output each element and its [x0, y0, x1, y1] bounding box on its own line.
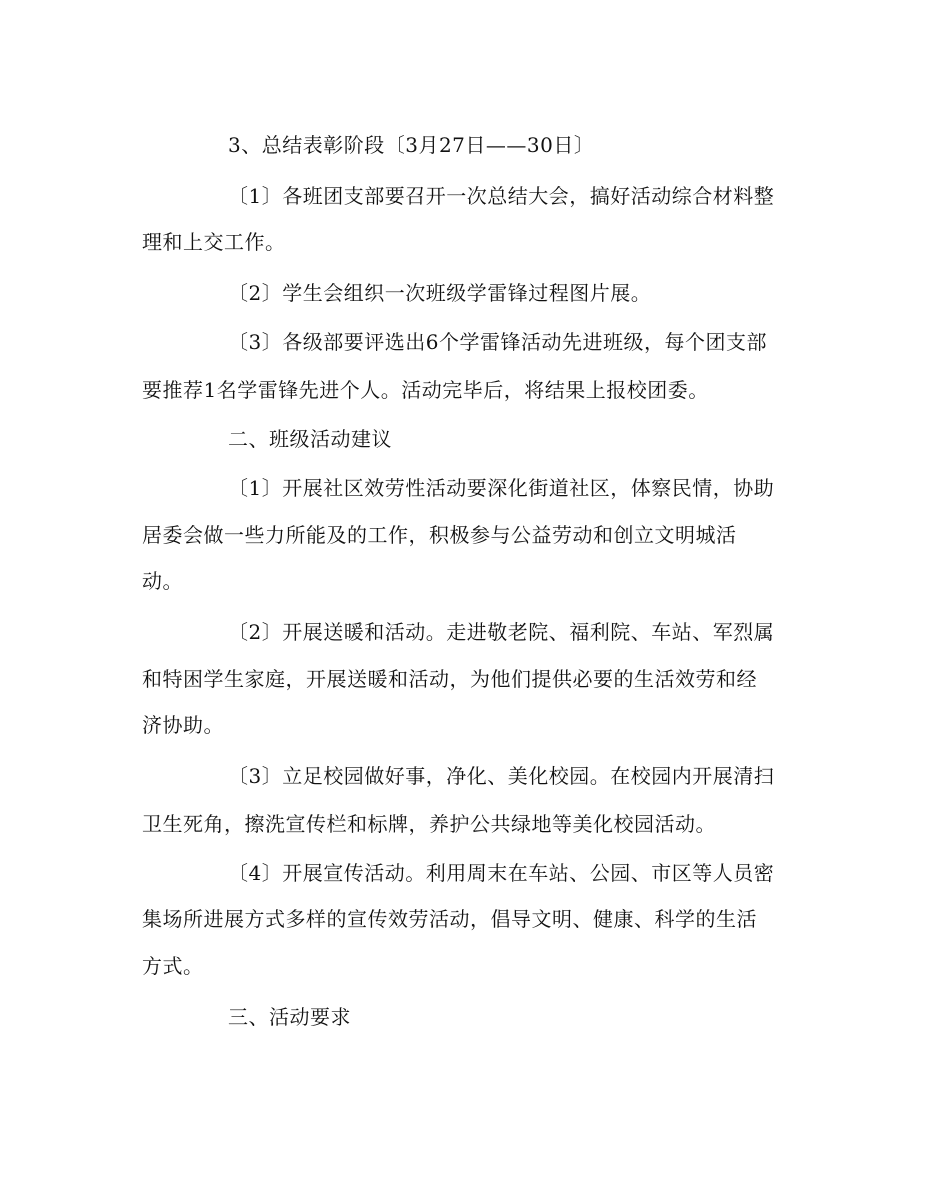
paragraph-line: 动。 [142, 569, 183, 593]
section-heading-class-activities: 二、班级活动建议 [228, 427, 392, 451]
paragraph-line: 居委会做一些力所能及的工作，积极参与公益劳动和创立文明城活 [142, 523, 737, 547]
paragraph-line: 〔1〕各班团支部要召开一次总结大会，搞好活动综合材料整 [228, 184, 775, 208]
paragraph-line: 〔2〕学生会组织一次班级学雷锋过程图片展。 [228, 281, 652, 305]
paragraph-line: 〔4〕开展宣传活动。利用周末在车站、公园、市区等人员密 [228, 861, 775, 885]
paragraph-line: 〔3〕各级部要评选出6个学雷锋活动先进班级，每个团支部 [228, 330, 767, 354]
section-heading-requirements: 三、活动要求 [228, 1005, 351, 1029]
paragraph-line: 卫生死角，擦洗宣传栏和标牌，养护公共绿地等美化校园活动。 [142, 812, 716, 836]
section-heading-stage-3: 3、总结表彰阶段〔3月27日——30日〕 [228, 133, 595, 157]
paragraph-line: 济协助。 [142, 713, 224, 737]
paragraph-line: 要推荐1名学雷锋先进个人。活动完毕后，将结果上报校团委。 [142, 378, 709, 402]
paragraph-line: 理和上交工作。 [142, 230, 286, 254]
paragraph-line: 和特困学生家庭，开展送暖和活动，为他们提供必要的生活效劳和经 [142, 667, 757, 691]
paragraph-line: 〔2〕开展送暖和活动。走进敬老院、福利院、车站、军烈属 [228, 620, 775, 644]
paragraph-line: 〔1〕开展社区效劳性活动要深化街道社区，体察民情，协助 [228, 476, 775, 500]
paragraph-line: 方式。 [142, 954, 204, 978]
paragraph-line: 〔3〕立足校园做好事，净化、美化校园。在校园内开展清扫 [228, 764, 775, 788]
paragraph-line: 集场所进展方式多样的宣传效劳活动，倡导文明、健康、科学的生活 [142, 907, 757, 931]
